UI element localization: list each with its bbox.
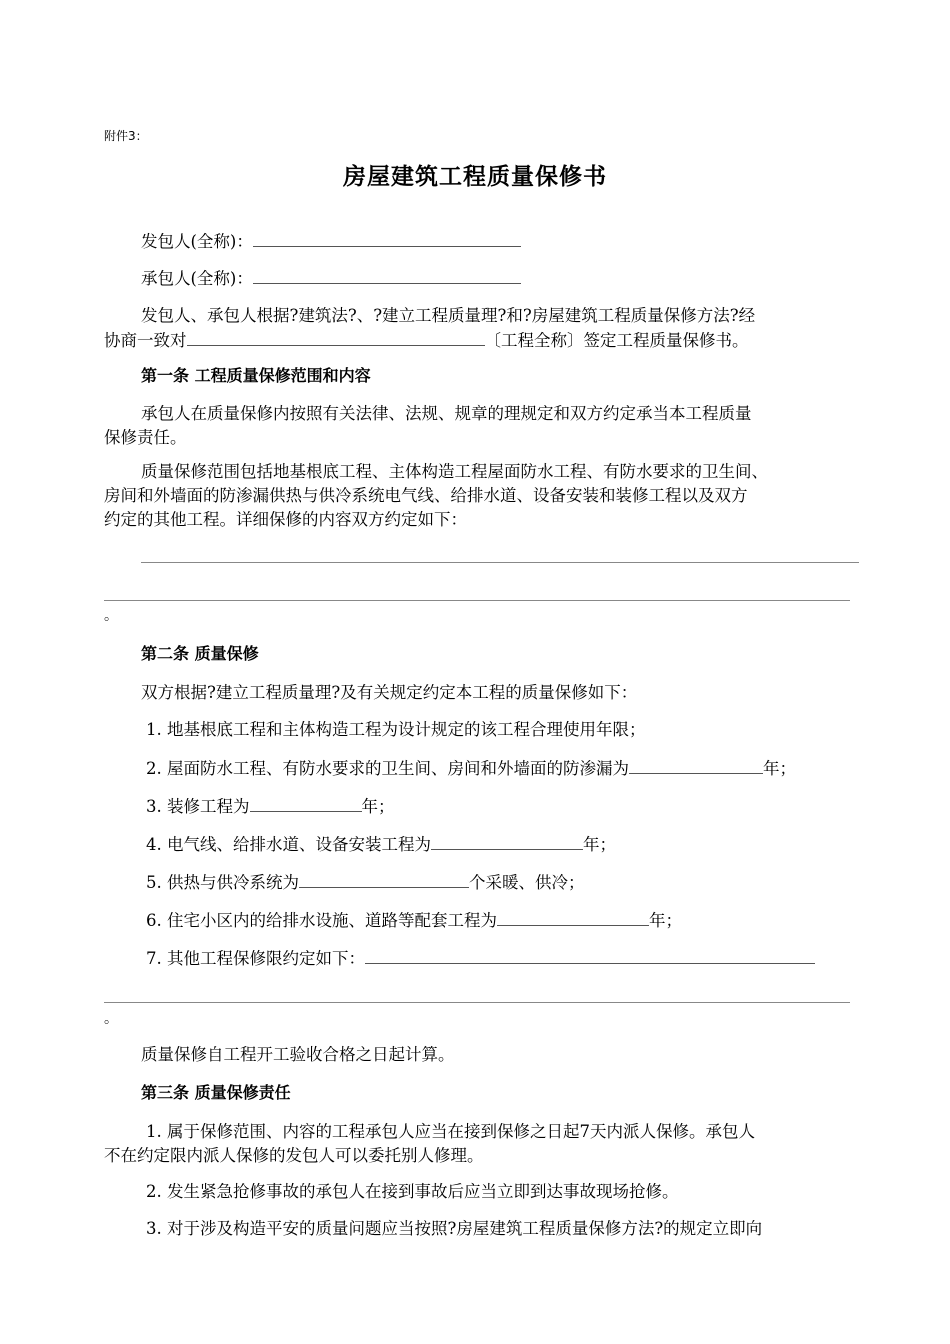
article2-item-5 xyxy=(104,870,906,895)
item2-years-field[interactable] xyxy=(629,756,763,774)
employer-name-field[interactable] xyxy=(253,229,521,247)
item4-unit: 年； xyxy=(583,835,616,854)
item5-text: 5. 供热与供冷系统为 xyxy=(146,873,299,892)
contractor-line xyxy=(104,266,901,291)
article1-p1-line2: 保修责任。 xyxy=(104,428,187,447)
article2-closing: 质量保修自工程开工验收合格之日起计算。 xyxy=(141,1045,455,1064)
article2-item-4 xyxy=(104,832,906,857)
item3-unit: 年； xyxy=(361,797,395,816)
item5-period-field[interactable] xyxy=(299,870,469,888)
article2-item-2 xyxy=(104,756,906,781)
item5-unit: 个采暖、供冷； xyxy=(469,873,585,892)
article1-p2-line2: 房间和外墙面的防渗漏供热与供冷系统电气线、给排水道、设备安装和装修工程以及双方 xyxy=(104,486,748,505)
article3-heading: 第三条 质量保修责任 xyxy=(141,1083,291,1102)
intro-line-1: 发包人、承包人根据?建筑法?、?建立工程质量理?和?房屋建筑工程质量保修方法?经 xyxy=(141,306,756,325)
article2-item-6 xyxy=(104,908,906,933)
article2-content-line[interactable] xyxy=(104,1002,850,1003)
article1-content-line-1[interactable] xyxy=(141,562,859,563)
item6-text: 6. 住宅小区内的给排水设施、道路等配套工程为 xyxy=(146,911,497,930)
intro-suffix: 〔工程全称〕签定工程质量保修书。 xyxy=(484,331,749,350)
article3-item-1-line1: 1. 属于保修范围、内容的工程承包人应当在接到保修之日起7天内派人保修。承包人 xyxy=(146,1122,755,1141)
intro-prefix: 协商一致对 xyxy=(104,331,187,350)
article2-item-3 xyxy=(104,794,906,819)
contractor-label: 承包人(全称)： xyxy=(141,269,253,288)
item3-years-field[interactable] xyxy=(250,794,362,812)
article1-content-line-2[interactable] xyxy=(104,600,850,601)
article1-p1-line1: 承包人在质量保修内按照有关法律、法规、规章的理规定和双方约定承当本工程质量 xyxy=(141,404,752,423)
article3-item-3: 3. 对于涉及构造平安的质量问题应当按照?房屋建筑工程质量保修方法?的规定立即向 xyxy=(146,1219,763,1238)
employer-line xyxy=(104,229,901,254)
item2-text: 2. 屋面防水工程、有防水要求的卫生间、房间和外墙面的防渗漏为 xyxy=(146,759,629,778)
contractor-name-field[interactable] xyxy=(253,266,521,284)
item6-unit: 年； xyxy=(649,911,682,930)
article3-item-2: 2. 发生紧急抢修事故的承包人在接到事故后应当立即到达事故现场抢修。 xyxy=(146,1182,679,1201)
annex-label: 附件3： xyxy=(104,129,148,143)
article2-end-mark: 。 xyxy=(104,1011,118,1027)
item3-text: 3. 装修工程为 xyxy=(146,797,250,816)
article1-heading: 第一条 工程质量保修范围和内容 xyxy=(141,366,371,385)
intro-line-2 xyxy=(104,328,864,353)
article2-heading: 第二条 质量保修 xyxy=(141,644,259,663)
item7-text: 7. 其他工程保修限约定如下： xyxy=(146,949,365,968)
employer-label: 发包人(全称)： xyxy=(141,232,253,251)
project-name-field[interactable] xyxy=(187,328,485,346)
item2-unit: 年； xyxy=(763,759,796,778)
article2-intro: 双方根据?建立工程质量理?及有关规定约定本工程的质量保修如下： xyxy=(141,683,638,702)
item4-years-field[interactable] xyxy=(431,832,583,850)
item7-terms-field[interactable] xyxy=(365,946,815,964)
article1-end-mark: 。 xyxy=(104,608,118,624)
article3-item-1-line2: 不在约定限内派人保修的发包人可以委托别人修理。 xyxy=(104,1146,484,1165)
article1-p2-line3: 约定的其他工程。详细保修的内容双方约定如下： xyxy=(104,510,467,529)
article2-item-7 xyxy=(104,946,906,971)
item4-text: 4. 电气线、给排水道、设备安装工程为 xyxy=(146,835,431,854)
item6-years-field[interactable] xyxy=(497,908,649,926)
document-title: 房屋建筑工程质量保修书 xyxy=(343,164,607,190)
article2-item-1: 1. 地基根底工程和主体构造工程为设计规定的该工程合理使用年限； xyxy=(146,720,646,739)
article1-p2-line1: 质量保修范围包括地基根底工程、主体构造工程屋面防水工程、有防水要求的卫生间、 xyxy=(141,462,768,481)
